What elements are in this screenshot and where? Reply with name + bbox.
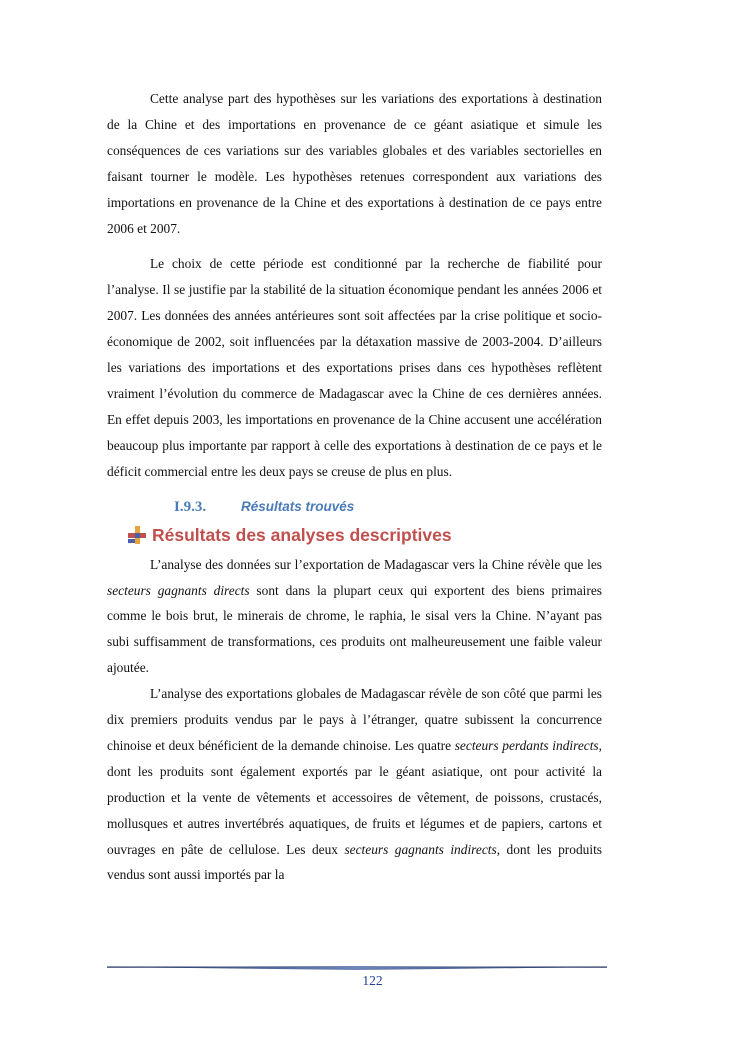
subheading-text: Résultats des analyses descriptives xyxy=(152,524,452,545)
section-number: I.9.3. xyxy=(174,498,207,515)
emphasis-text: secteurs perdants indirects xyxy=(454,737,599,753)
page-body xyxy=(107,86,602,888)
paragraph-3: L’analyse des données sur l’exportation de Madagascar vers la Chine révèle que les secteurs gagnants directs sont dans la plupart ceux qui exportent des biens primaires comme le bois brut, le minerais de chrome, le raphia, le sisal vers la Chine. N’ayant pas subi suffisamment de transformations, ces produits ont malheureusement une faible valeur ajoutée. xyxy=(107,556,602,676)
emphasis-text: secteurs gagnants indirects xyxy=(344,841,497,857)
paragraph-1: Cette analyse part des hypothèses sur les variations des exportations à destination de la Chine et des importations en provenance de ce géant asiatique et simule les conséquences de ces variations sur des variables globales et des variables sectorielles en faisant tourner le modèle. Les hypothèses retenues correspondent aux variations des importations en provenance de la Chine et des exportations à destination de ce pays entre 2006 et 2007. xyxy=(107,91,602,236)
paragraph-2: Le choix de cette période est conditionné par la recherche de fiabilité pour l’analyse. Il se justifie par la stabilité de la situation économique pendant les années 2006 et 2007. Les données des années antérieures sont soit affectées par la crise politique et socio-économique de 2002, soit influencées par la détaxation massive de 2003-2004. D’ailleurs les variations des importations et des exportations prises dans ces hypothèses reflètent vraiment l’évolution du commerce de Madagascar avec la Chine de ces dernières années. En effet depuis 2003, les importations en provenance de la Chine accusent une accélération beaucoup plus importante par rapport à celle des exportations à destination de ce pays et le déficit commercial entre les deux pays se creuse de plus en plus. xyxy=(107,256,602,479)
section-heading xyxy=(174,499,602,516)
footer-divider xyxy=(107,966,607,970)
paragraph-4: L’analyse des exportations globales de Madagascar révèle de son côté que parmi les dix premiers produits vendus par le pays à l’étranger, quatre subissent la concurrence chinoise et deux bénéficient de la demande chinoise. Les quatre secteurs perdants indirects, dont les produits sont également exportés par le géant asiatique, ont pour activité la production et la vente de vêtements et accessoires de vêtement, de poissons, crustacés, mollusques et autres invertébrés aquatiques, de fruits et légumes et de papiers, cartons et ouvrages en pâte de cellulose. Les deux secteurs gagnants indirects, dont les produits vendus sont aussi importés par la xyxy=(107,686,602,883)
plus-bullet-icon xyxy=(127,525,147,545)
emphasis-text: secteurs gagnants directs xyxy=(107,582,250,598)
subheading xyxy=(127,525,602,546)
section-title: Résultats trouvés xyxy=(241,498,355,514)
page-number: 122 xyxy=(362,973,383,988)
